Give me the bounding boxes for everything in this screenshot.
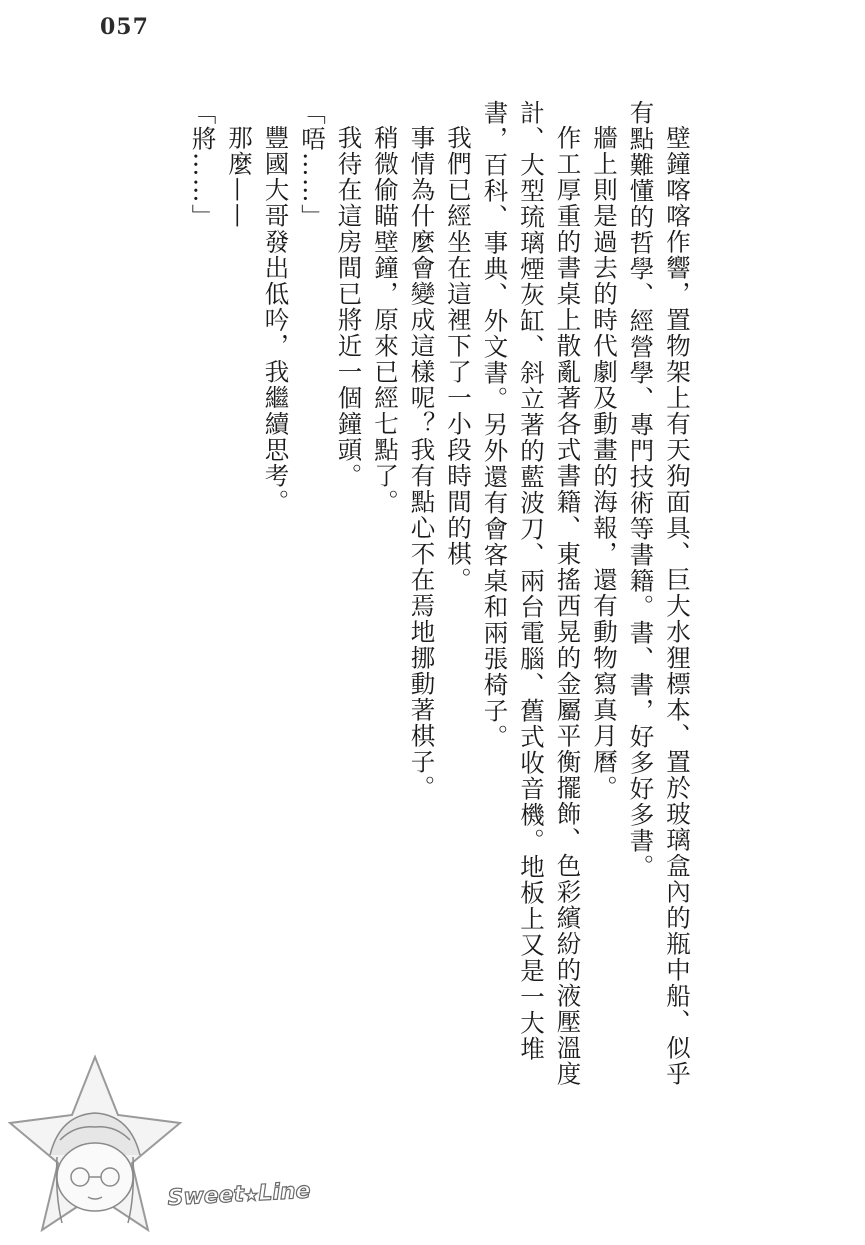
- paragraph: 稍微偷瞄壁鐘，原來已經七點了。: [371, 124, 400, 515]
- brand-line-text: Line: [257, 1178, 312, 1207]
- paragraph: 牆上則是過去的時代劇及動畫的海報，還有動物寫真月曆。: [590, 124, 619, 801]
- novel-text-body: [184, 100, 695, 1100]
- paragraph: 事情為什麼會變成這樣呢？我有點心不在焉地挪動著棋子。: [407, 124, 437, 801]
- sweet-line-logo: [0, 1045, 360, 1245]
- paragraph: 壁鐘喀喀作響，置物架上有天狗面具、巨大水狸標本、置於玻璃盒內的瓶中船、似乎有點難懂的哲學、經營學、專門技術等書籍。書、書，好多好多書。: [626, 100, 692, 1087]
- paragraph: 我們已經坐在這裡下了一小段時間的棋。: [444, 124, 473, 593]
- paragraph: 我待在這房間已將近一個鐘頭。: [334, 124, 364, 489]
- svg-text:Sweet★Line: [167, 1179, 311, 1211]
- paragraph: 豐國大哥發出低吟，我繼續思考。: [261, 124, 291, 515]
- brand-sweet-text: Sweet: [167, 1182, 245, 1211]
- paragraph: 那麼——: [225, 124, 254, 229]
- dialogue-line: 「將……」: [188, 100, 218, 230]
- brand-star-icon: ★: [243, 1185, 259, 1205]
- paragraph: 作工厚重的書桌上散亂著各式書籍、東搖西晃的金屬平衡擺飾、色彩繽紛的液壓溫度計、大型琉璃煙灰缸、斜立著的藍波刀、兩台電腦、舊式收音機。地板上又是一大堆書，百科、事典、外文書。另外還有會客桌和兩張椅子。: [480, 100, 583, 1087]
- dialogue-line: 「唔……」: [298, 100, 327, 230]
- page-number: 057: [100, 14, 149, 40]
